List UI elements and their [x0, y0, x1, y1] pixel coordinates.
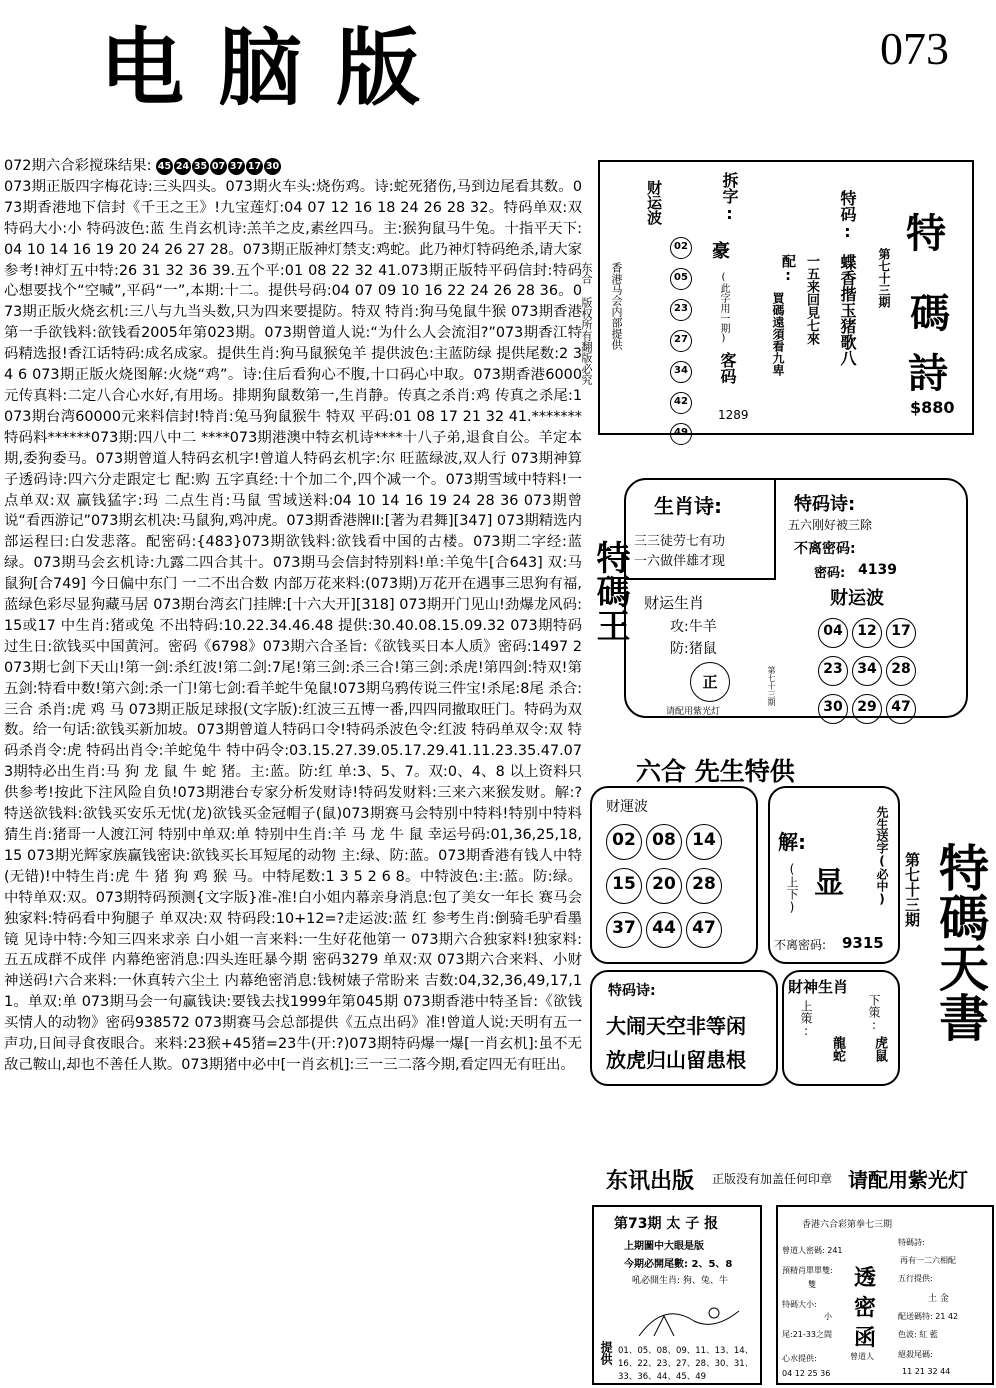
wave-ball: 15	[606, 868, 642, 904]
row-3-value: 小	[824, 1312, 832, 1321]
wave-title: 财运波	[830, 588, 884, 609]
taizi-drawing	[634, 1291, 744, 1341]
toumihan-title: 香港六合彩第拳七三期	[802, 1220, 893, 1230]
result-label: 072期六合彩搅珠结果:	[4, 158, 152, 174]
result-balls	[156, 158, 282, 174]
jie-note: (上下)	[785, 862, 799, 914]
tema-big-3: 詩	[908, 350, 948, 397]
wave-ball: 30	[818, 694, 848, 724]
tianshu-big: 特碼天書	[931, 842, 990, 1042]
wave-ball: 04	[818, 618, 848, 648]
result-ball: 37	[228, 158, 245, 175]
pei-poem-2: 買碼遠須看九卑	[771, 292, 785, 376]
result-ball: 30	[264, 158, 281, 175]
poem-line-2: 放虎归山留患根	[606, 1048, 746, 1072]
taizi-numbers: 01、05、08、09、11、13、14、16、22、23、27、28、30、31、33、36、44、45、49	[618, 1346, 754, 1382]
big-3: 函	[854, 1326, 877, 1351]
caishen-down: 下策:	[867, 994, 881, 1032]
chaizi-note: (此字用一期)	[718, 272, 729, 344]
row-5-value: 04 12 25 36	[782, 1369, 831, 1378]
main-text-column	[4, 156, 582, 1384]
row-3: 特碼大小:	[782, 1300, 817, 1309]
tema-big-1: 特	[906, 210, 946, 257]
taizi-line-1: 上期圖中大眼是版	[624, 1241, 704, 1252]
sx-title: 生肖诗:	[654, 494, 722, 518]
r-1: 特碼詩:	[898, 1238, 925, 1247]
wave-ball: 34	[852, 656, 882, 686]
code: 9315	[842, 934, 884, 952]
tema-poem: 蝶香揩玉猪歌八	[838, 254, 857, 366]
taizi-side: 提供	[599, 1341, 613, 1365]
row-1: 曾道人密碼: 241	[782, 1246, 843, 1255]
jie-label: 解:	[778, 830, 806, 854]
tm-title: 特码诗:	[794, 494, 856, 515]
box-number: 1289	[718, 408, 749, 422]
taizi-title: 第73期 太 子 报	[614, 1216, 719, 1232]
wave-title: 财運波	[606, 799, 648, 815]
toumihan-box	[776, 1205, 994, 1385]
wave-ball: 49	[670, 423, 692, 445]
wave-ball: 42	[670, 392, 692, 414]
issue-label: 第七十三期	[877, 248, 891, 308]
box3-heading: 六合 先生特供	[636, 757, 795, 786]
xs-note: 先生送字(必中)	[875, 806, 889, 906]
stamp-note: 请配用紫光灯	[666, 707, 721, 717]
tema-poem-box	[580, 160, 974, 438]
wave-ball: 23	[670, 299, 692, 321]
tm-line-1: 五六刚好被三除	[788, 518, 873, 532]
cy-attack: 攻:牛羊	[670, 619, 717, 635]
row-5: 心水提供:	[782, 1354, 817, 1363]
caishen-up: 上策:	[799, 1000, 813, 1038]
big-2: 密	[854, 1296, 877, 1321]
result-ball: 45	[156, 158, 173, 175]
r-5: 配送碼特: 21 42	[898, 1312, 959, 1321]
tm-code: 4139	[858, 562, 897, 578]
wave-ball: 02	[670, 237, 692, 259]
wave-ball: 05	[670, 268, 692, 290]
wave-balls	[606, 822, 746, 954]
wave-ball: 17	[886, 618, 916, 648]
stamp: 正	[690, 662, 730, 702]
taizi-line-3: 吼必開生肖: 狗、兔、牛	[632, 1276, 728, 1286]
tema-label: 特码:	[838, 190, 857, 241]
wave-ball: 20	[646, 868, 682, 904]
wave-ball: 34	[670, 361, 692, 383]
r-3: 五行提供:	[898, 1274, 933, 1283]
chaizi-code: 客码	[718, 352, 737, 384]
wave-ball: 44	[646, 912, 682, 948]
chaizi-label: 拆字:	[720, 172, 739, 223]
tianshu-issue: 第七十三期	[903, 852, 921, 927]
r-4: 土 金	[928, 1294, 949, 1304]
chaizi-char: 豪	[712, 241, 730, 262]
publisher: 东讯出版	[606, 1169, 695, 1194]
code-label: 不离密码:	[774, 938, 827, 952]
big-1: 透	[854, 1266, 877, 1291]
wave-ball: 28	[686, 868, 722, 904]
main-paragraph: 073期正版四字梅花诗:三头四头。073期火车头:烧伤鸡。诗:蛇死猪伤,马到边尾看其数。073期香港地下信封《千王之王》!九宝莲灯:04 07 12 16 18 24 26 28 32。特码单双:双 特码大小:小 特码波色:蓝 生肖玄机诗:羔羊之皮,素丝四马。主:猴狗鼠马牛兔。十指平天下:04 10 14 16 19 20 24 26 27 28。073期正版神灯禁支:鸡蛇。此乃神灯特码绝杀,请大家参考!神灯五中特:26 31 32 36 39.五个平:01 08 22 32 41.073期正版特平码信封:特码心想要找个“空喊”,平码“一”,本期:十二。提供号码:04 07 09 10 16 22 24 26 28 36。073期正版火烧玄机:三八与九当头数,只为四来要提防。特双 特肖:狗马兔鼠牛猴 073期香港第一手欲钱料:欲钱看2005年第023期。073期曾道人说:“为什么人会流泪?”073期香江特码精选报!香江话特码:成名成家。提供生肖:狗马鼠猴兔羊 提供波色:主蓝防绿 提供尾数:2 3 4 6 073期正版火烧图解:火烧“鸡”。诗:住后看狗心不腹,十口码心中取。073期香港6000元传真料:二定八合心水好,有用场。排期狗鼠数第一,生肖静。传真之杀肖:鸡 传真之杀尾:1 073期台湾60000元来料信封!特肖:兔马狗鼠猴牛 特双 平码:01 08 17 21 32 41.*******特码料******073期:四八中二 ****073期港澳中特玄机诗****十八子弟,退食自公。羊定本期,委狗委马。073期曾道人特码玄机字!曾道人特码玄机字:尔 旺蓝绿波,双人行 073期神算子透码诗:四六分走跟定七 配:购 五字真经:十个加二个,四个减一个。073期雪域中特料!一点单双:双 赢钱猛字:玛 二点生肖:马鼠 雪域送料:04 10 14 16 19 24 28 36 073期曾说“看西游记”073期玄机决:马鼠狗,鸡冲虎。073期香港牌II:[著为君舞][347] 073期精选内部运程曰:白发悲落。配密码:{483}073期欲钱料:欲钱看中国的古楼。073期二字经:蓝绿。073期马会玄机诗:九露二四合其十。073期马会信封特别料!单:羊兔牛[合643] 双:马鼠狗[合749] 今日偏中东门 一二不出合数 内部万花来料:(073期)万花开在遇事三思狗有福,蓝绿色彩尽显狗藏马居 073期台湾玄门挂牌:[十六大开][318] 073期开门见山!劲爆龙风码:15或17 中生肖:猪或兔 不出特码:10.22.34.46.48 提供:30.40.08.15.09.32 073期特码过生日:欲钱买中国黄河。密码《6798》073期六合圣旨:《欲钱买日本人质》密码:1497 2 073期七剑下天山!第一剑:杀红波!第二剑:7尾!第三剑:杀三合!第三剑:杀虎!第四剑:特双!第五剑:特看中数!第六剑:杀一门!第七剑:看羊蛇牛兔鼠!073期乌鸦传说三件宝!杀尾:8尾 杀合:三合 杀肖:虎 鸡 马 073期正版足球报(文字版):红波三五博一番,四四同撤取旺门。特码为双数。给一句话:欲钱买新加坡。073期曾道人特码口令!特码杀波色令:红波 特码单双令:双 特码杀肖令:虎 特码出肖令:羊蛇兔牛 特中码令:03.15.27.39.05.17.29.41.11.23.35.47.073期特必出生肖:马 狗 龙 鼠 牛 蛇 猪。主:蓝。防:红 单:3、5、7。双:0、4、8 以上资料只供参考!按此下注风险自负!073期港台专家分析发财诗!特码发财料:三来六来猴发财。解:?特送欲钱料:欲钱买安乐无忧(龙)欲钱买金冠帽子(鼠)073期赛马会特别中特料!特别中特料猜生肖:猪哥一人渡江河 特别中单双:单 特别中生肖:羊 马 龙 牛 鼠 幸运号码:01,36,25,18,15 073期光辉家族赢钱密诀:欲钱买长耳短尾的动物 主:绿、防:蓝。073期香港有钱人中特(无错)!中特生肖:虎 牛 猪 狗 鸡 猴 马。中特尾数:1 3 5 2 6 8。中特波色:主:蓝。防:绿。中特单双:双。073期特码预测{文字版}准-准!白小姐内幕亲身消息:包了美女一年长 赛马会独家料:特码看中狗腿子 单双决:双 特码段:10+12=?走运波:蓝 红 参考生肖:倒骑毛驴看墨镜 见诗中特:今知三四来求亲 白小姐一言来料:一生好花他第一 073期六合独家料!独家料:五五成群不成伴 内幕绝密消息:四头连旺暴今期 密码3279 单双:双 073期六合来料、小财神送码!六合来料:一休真转六尘土 内幕绝密消息:钱树婊子常盼来 吉数:04,32,36,49,17,11。单双:单 073期马会一句赢钱诀:要钱去找1999年第045期 073期香港中特圣旨:《欲钱买情人的动物》密码938572 073期赛马会总部提供《五点出码》准!曾道人说:天明有五一声功,日间寻食夜眼合。来料:23猴+45猪=23牛(开:?)073期特码爆一爆[一肖玄机]:虽不无敌己鞍山,却也不善任人欺。073期猪中必中[一肖玄机]:三一三二落今期,看定四无有旺出。	[4, 178, 582, 1073]
cy-title: 财运生肖	[644, 594, 705, 612]
shengxiao-box	[624, 478, 968, 718]
r-7: 絕殺尾碼:	[898, 1350, 933, 1359]
wave-balls	[818, 616, 958, 730]
cy-defend: 防:猪鼠	[670, 641, 717, 657]
wave-ball: 28	[886, 656, 916, 686]
wave-ball: 47	[886, 694, 916, 724]
poem-line-1: 大闹天空非等闲	[606, 1014, 746, 1038]
caishen-title: 財神生肖	[788, 978, 849, 996]
stamp-side: 第七十三期	[767, 666, 776, 706]
stamp-note: 正版没有加盖任何印章	[712, 1172, 833, 1186]
tianshu-box	[584, 782, 996, 1160]
tm-line-2: 不离密码:	[794, 541, 856, 557]
sx-line-1: 三三徒劳七有功	[634, 534, 726, 549]
r-6: 色波: 紅 藍	[898, 1330, 938, 1339]
result-ball: 17	[246, 158, 263, 175]
caishen-down-value: 虎鼠	[872, 1036, 887, 1062]
issue-number: 073	[880, 23, 949, 74]
row-2: 預精肖單單雙:	[782, 1266, 833, 1275]
wave-ball: 27	[670, 330, 692, 352]
pei-poem: 一五来回見七來	[804, 254, 819, 345]
wave-ball: 23	[818, 656, 848, 686]
price: $880	[910, 398, 955, 417]
wave-ball: 14	[686, 824, 722, 860]
wave-ball: 29	[852, 694, 882, 724]
side-note-2: 东合 版权所有翻版必究	[580, 262, 593, 385]
taizi-line-2: 今期必開尾數: 2、5、8	[624, 1259, 733, 1270]
tema-wang: 特碼王	[590, 540, 630, 642]
taizi-box	[592, 1205, 762, 1385]
poem-title: 特码诗:	[608, 983, 656, 999]
sub: 曾道人	[850, 1352, 874, 1361]
caiyun-balls	[670, 234, 700, 451]
row-2-value: 雙	[808, 1280, 816, 1289]
sx-line-2: 一六做伴雄才现	[634, 554, 726, 569]
caishen-up-value: 龍蛇	[830, 1036, 845, 1062]
result-ball: 24	[174, 158, 191, 175]
r-2: 再有一二六相配	[900, 1256, 956, 1265]
wave-ball: 47	[686, 912, 722, 948]
wave-ball: 08	[646, 824, 682, 860]
result-ball: 07	[210, 158, 227, 175]
row-4: 尾:21-33之間	[782, 1330, 832, 1339]
page-title: 电脑版	[100, 18, 455, 117]
pei-label: 配:	[780, 254, 796, 284]
r-8: 11 21 32 44	[902, 1367, 951, 1376]
result-ball: 35	[192, 158, 209, 175]
side-note: 香港马会内部提供	[610, 262, 623, 350]
uv-note: 请配用紫光灯	[848, 1168, 968, 1192]
tema-big-2: 碼	[910, 290, 950, 337]
caiyun-label: 财运波	[645, 180, 663, 225]
wave-ball: 02	[606, 824, 642, 860]
wave-ball: 37	[606, 912, 642, 948]
tm-code-label: 密码:	[814, 566, 846, 581]
wave-ball: 12	[852, 618, 882, 648]
jie-char: 显	[814, 866, 844, 901]
